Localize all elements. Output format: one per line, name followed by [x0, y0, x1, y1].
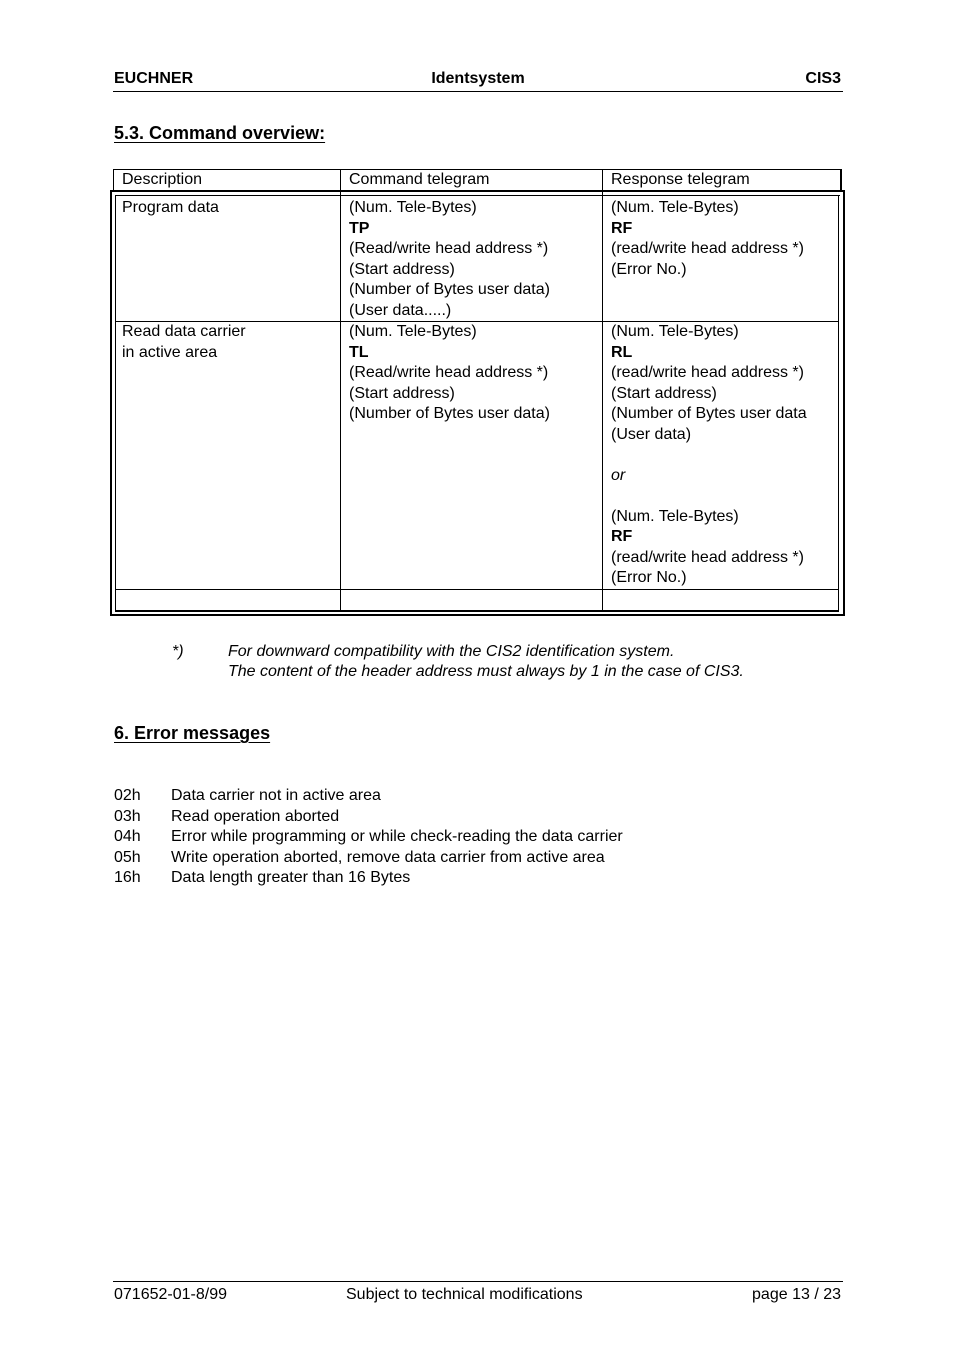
error-text: Data carrier not in active area	[171, 787, 381, 804]
table-line	[115, 195, 840, 196]
error-text: Write operation aborted, remove data carrier from active area	[171, 848, 605, 866]
command-code-tp: TP	[349, 219, 370, 237]
command-code-tl: TL	[349, 343, 369, 361]
response-code-rf-alt: RF	[611, 528, 633, 545]
response-code-rl: RL	[611, 343, 633, 361]
table-line	[115, 195, 116, 611]
table-row-program-data-description: Program data	[122, 199, 219, 216]
footer-doc-number: 071652-01-8/99	[114, 1286, 227, 1303]
error-code: 05h	[114, 848, 141, 866]
footnote-line-1: For downward compatibility with the CIS2 identification system.	[228, 643, 675, 660]
table-row-program-data-response: (Num. Tele-Bytes) RF (read/write head address *) (Error No.)	[611, 199, 804, 278]
error-code: 03h	[114, 807, 141, 825]
page-footer	[113, 1281, 843, 1308]
table-line	[838, 195, 839, 611]
table-line	[115, 610, 839, 612]
header-title: Identsystem	[431, 70, 525, 87]
table-line	[113, 169, 114, 191]
table-line	[602, 169, 603, 611]
table-header-command: Command telegram	[349, 171, 490, 188]
table-header-response: Response telegram	[611, 171, 750, 188]
table-row-read-data-command: (Num. Tele-Bytes) TL (Read/write head address *) (Start address) (Number of Bytes user data)	[349, 323, 550, 422]
section-heading-command-overview: 5.3. Command overview:	[114, 123, 326, 143]
error-text: Read operation aborted	[171, 807, 340, 825]
footnote-marker: *)	[172, 643, 184, 660]
error-text: Data length greater than 16 Bytes	[171, 869, 411, 886]
table-header-description: Description	[122, 171, 203, 188]
response-code-rf: RF	[611, 219, 633, 237]
error-code: 02h	[114, 787, 141, 804]
error-code: 04h	[114, 828, 141, 845]
page-header	[113, 69, 843, 92]
table-line	[113, 169, 842, 170]
error-text: Error while programming or while check-reading the data carrier	[171, 828, 623, 845]
error-code: 16h	[114, 869, 141, 886]
footer-page-number: page 13 / 23	[752, 1286, 841, 1303]
table-line	[110, 190, 845, 192]
response-or: or	[611, 466, 626, 484]
section-heading-error-messages: 6. Error messages	[114, 723, 271, 743]
table-line	[843, 190, 845, 616]
footnote-line-2: The content of the header address must always by 1 in the case of CIS3.	[228, 663, 744, 680]
table-line	[115, 321, 839, 322]
header-product: CIS3	[805, 70, 841, 87]
footer-notice: Subject to technical modifications	[346, 1286, 583, 1303]
table-line	[840, 169, 842, 191]
table-line	[115, 589, 839, 590]
table-row-read-data-description: Read data carrier in active area	[122, 323, 246, 361]
table-row-read-data-response: (Num. Tele-Bytes) RL (read/write head address *) (Start address) (Number of Bytes user data (User data) or (Num. Tele-Bytes) RF (read/write head address *) (Error No.)	[611, 323, 807, 586]
header-company: EUCHNER	[114, 70, 194, 87]
table-row-program-data-command: (Num. Tele-Bytes) TP (Read/write head address *) (Start address) (Number of Bytes user data) (User data.....)	[349, 199, 550, 319]
table-line	[110, 614, 845, 616]
table-line	[340, 169, 341, 611]
table-line	[110, 190, 112, 616]
